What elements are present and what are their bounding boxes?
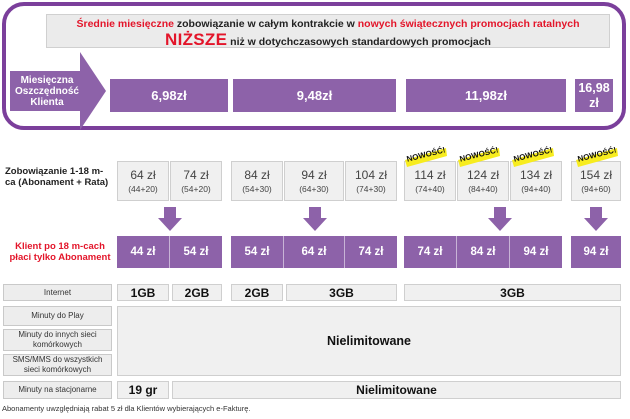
savings-value-4: 16,98 zł (575, 79, 613, 112)
play-minutes-label: Minuty do Play (3, 306, 112, 326)
commitment-cell-1: 64 zł (44+20) (117, 161, 169, 201)
new-badge: NOWOŚĆ! (574, 146, 620, 168)
commitment-cell-4: 94 zł (64+30) (284, 161, 344, 201)
subscription-value-6: 74 zł (417, 246, 443, 258)
subscription-value-7: 84 zł (470, 246, 496, 258)
commitment-cell-6: 114 zł (74+40) (404, 161, 456, 201)
new-badge: NOWOŚĆ! (510, 146, 556, 168)
savings-value-1: 6,98zł (110, 79, 228, 112)
headline-black-text-b: niż w dotychczasowych standardowych promocjach (227, 36, 491, 48)
down-arrow-icon (488, 207, 512, 231)
subscription-label: Klient po 18 m-cach płaci tylko Abonament (9, 241, 111, 263)
subscription-value-4: 64 zł (301, 246, 327, 258)
commitment-cell-3: 84 zł (54+30) (231, 161, 283, 201)
unlimited-block: Nielimitowane (117, 306, 621, 376)
subscription-value-3: 54 zł (244, 246, 270, 258)
headline-line-1 (47, 18, 609, 30)
new-badge: NOWOŚĆ! (456, 146, 502, 168)
subscription-band-4 (571, 236, 621, 268)
landline-minutes-label: Minuty na stacjonarne (3, 381, 112, 399)
commitment-cell-9: 154 zł (94+60) (571, 161, 621, 201)
headline-black-text-a: zobowiązanie w całym kontrakcie w (173, 18, 358, 30)
headline-box (46, 14, 610, 48)
down-arrow-icon (158, 207, 182, 231)
internet-value-1: 1GB (117, 284, 169, 301)
down-arrow-icon (584, 207, 608, 231)
footnote: Abonamenty uwzględniają rabat 5 zł dla Klientów wybierających e-Fakturę. (2, 404, 251, 413)
savings-arrow (10, 71, 102, 111)
commitment-cell-2: 74 zł (54+20) (170, 161, 222, 201)
subscription-band-3 (404, 236, 562, 268)
headline-lower-emphasis: NIŻSZE (165, 30, 228, 49)
internet-value-2: 2GB (172, 284, 222, 301)
subscription-value-2: 54 zł (183, 246, 209, 258)
commitment-cell-8: 134 zł (94+40) (510, 161, 562, 201)
internet-value-4: 3GB (286, 284, 397, 301)
commitment-label: Zobowiązanie 1-18 m-ca (Abonament + Rata) (5, 166, 109, 188)
subscription-value-1: 44 zł (130, 246, 156, 258)
headline-red-text-a: Średnie miesięczne (76, 18, 174, 30)
savings-label: Miesięczna Oszczędność Klienta (15, 74, 79, 108)
subscription-value-9: 94 zł (583, 246, 609, 258)
savings-value-2: 9,48zł (233, 79, 396, 112)
commitment-cell-5: 104 zł (74+30) (345, 161, 397, 201)
landline-unlimited: Nielimitowane (172, 381, 621, 399)
new-badge: NOWOŚĆ! (403, 146, 449, 168)
commitment-cell-7: 124 zł (84+40) (457, 161, 509, 201)
subscription-band-1 (117, 236, 222, 268)
headline-line-2 (47, 30, 609, 50)
savings-value-3: 11,98zł (406, 79, 566, 112)
sms-mms-label: SMS/MMS do wszystkich sieci komórkowych (3, 354, 112, 376)
headline-red-text-b: nowych świątecznych promocjach ratalnych (357, 18, 580, 30)
subscription-value-8: 94 zł (523, 246, 549, 258)
down-arrow-icon (303, 207, 327, 231)
internet-value-3: 2GB (231, 284, 283, 301)
internet-value-5: 3GB (404, 284, 621, 301)
landline-rate: 19 gr (117, 381, 169, 399)
subscription-value-5: 74 zł (358, 246, 384, 258)
internet-label: Internet (3, 284, 112, 301)
subscription-band-2 (231, 236, 397, 268)
other-networks-minutes-label: Minuty do innych sieci komórkowych (3, 329, 112, 351)
